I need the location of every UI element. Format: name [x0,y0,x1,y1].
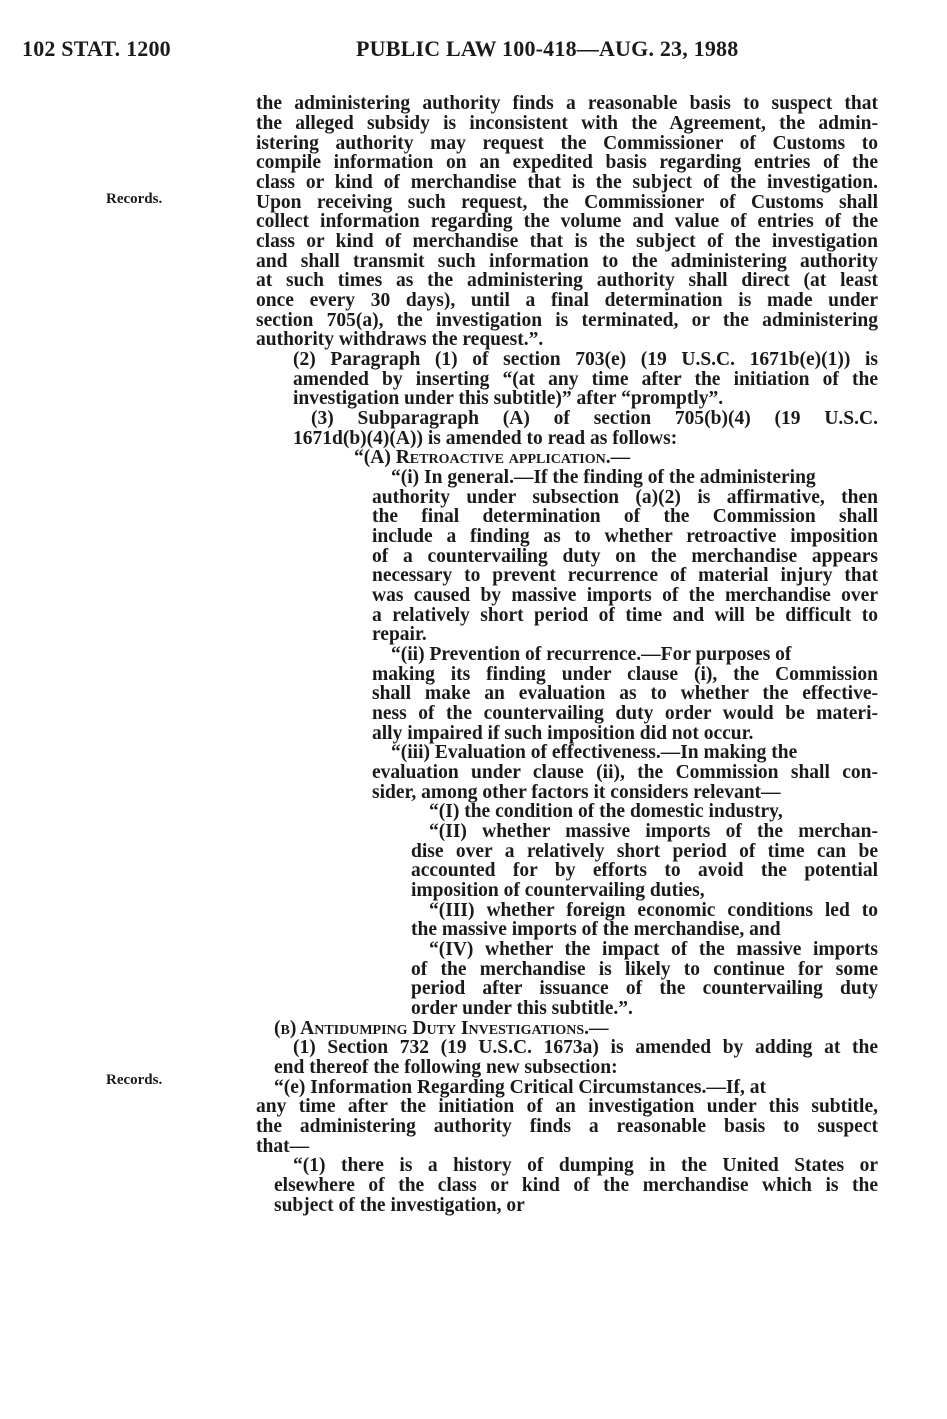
subclause-line: “(II) whether massive imports of the merchan- [429,821,878,842]
text-line: imposition of countervailing duties, [411,880,705,901]
text-line: collect information regarding the volume and value of entries of the [256,211,878,232]
text-line: (2) Paragraph (1) of section 703(e) (19 U.S.C. 1671b(e)(1)) is [293,349,878,370]
text-line: “(1) there is a history of dumping in the United States or [293,1155,878,1176]
text-line: was caused by massive imports of the merchandise over [372,585,878,606]
subparagraph-heading: “(A) Retroactive application.— [354,447,631,468]
text-line: dise over a relatively short period of time can be [411,841,878,862]
text-line: subject of the investigation, or [274,1195,525,1216]
text-line: class or kind of merchandise that is the subject of the investigation [256,231,878,252]
text-line: authority withdraws the request.”. [256,329,544,350]
text-line: the alleged subsidy is inconsistent with the Agreement, the admin- [256,113,878,134]
text-line: authority under subsection (a)(2) is affirmative, then [372,487,878,508]
text-line: accounted for by efforts to avoid the potential [411,860,878,881]
subclause-line: “(I) the condition of the domestic industry, [429,801,783,822]
clause-heading-line: “(ii) Prevention of recurrence.—For purposes of [391,644,792,665]
text-line: necessary to prevent recurrence of material injury that [372,565,878,586]
text-line: that— [256,1136,310,1157]
text-line: once every 30 days), until a final determination is made under [256,290,878,311]
text-line: and shall transmit such information to the administering authority [256,251,878,272]
text-line: at such times as the administering authority shall direct (at least [256,270,878,291]
text-line: of the merchandise is likely to continue for some [411,959,878,980]
clause-heading-line: “(iii) Evaluation of effectiveness.—In making the [391,742,798,763]
text-line: class or kind of merchandise that is the subject of the investigation. [256,172,878,193]
text-line: investigation under this subtitle)” after “promptly”. [293,388,724,409]
subsection-heading: (b) Antidumping Duty Investigations.— [274,1018,609,1039]
margin-note-records: Records. [106,191,163,207]
text-line: order under this subtitle.”. [411,998,633,1019]
public-law-citation: PUBLIC LAW 100-418—AUG. 23, 1988 [356,36,739,61]
text-line: the administering authority finds a reasonable basis to suspect that [256,93,878,114]
text-line: Upon receiving such request, the Commissioner of Customs shall [256,192,878,213]
text-line: amended by inserting “(at any time after the initiation of the [293,369,878,390]
subclause-line: “(III) whether foreign economic conditions led to [429,900,878,921]
margin-note-records: Records. [106,1072,163,1088]
text-line: (3) Subparagraph (A) of section 705(b)(4) (19 U.S.C. [311,408,878,429]
text-line: a relatively short period of time and will be difficult to [372,605,878,626]
text-line: evaluation under clause (ii), the Commission shall con- [372,762,878,783]
statute-page-number: 102 STAT. 1200 [22,36,171,61]
text-line: period after issuance of the countervailing duty [411,978,878,999]
text-line: 1671d(b)(4)(A)) is amended to read as follows: [293,428,678,449]
clause-heading-line: “(i) In general.—If the finding of the administering [391,467,816,488]
text-line: ness of the countervailing duty order would be materi- [372,703,878,724]
text-line: elsewhere of the class or kind of the merchandise which is the [274,1175,878,1196]
text-line: of a countervailing duty on the merchandise appears [372,546,878,567]
text-line: shall make an evaluation as to whether the effective- [372,683,878,704]
text-line: repair. [372,624,427,645]
text-line: making its finding under clause (i), the Commission [372,664,878,685]
text-line: include a finding as to whether retroactive imposition [372,526,878,547]
new-subsection-heading-line: “(e) Information Regarding Critical Circumstances.—If, at [274,1077,766,1098]
text-line: istering authority may request the Commissioner of Customs to [256,133,878,154]
text-line: any time after the initiation of an investigation under this subtitle, [256,1096,878,1117]
text-line: the administering authority finds a reasonable basis to suspect [256,1116,878,1137]
text-line: sider, among other factors it considers relevant— [372,782,781,803]
text-line: (1) Section 732 (19 U.S.C. 1673a) is amended by adding at the [293,1037,878,1058]
text-line: end thereof the following new subsection: [274,1057,618,1078]
text-line: section 705(a), the investigation is terminated, or the administering [256,310,878,331]
subclause-line: “(IV) whether the impact of the massive imports [429,939,878,960]
text-line: ally impaired if such imposition did not occur. [372,723,754,744]
page-header [22,36,877,66]
text-line: compile information on an expedited basis regarding entries of the [256,152,878,173]
text-line: the final determination of the Commission shall [372,506,878,527]
text-line: the massive imports of the merchandise, and [411,919,781,940]
